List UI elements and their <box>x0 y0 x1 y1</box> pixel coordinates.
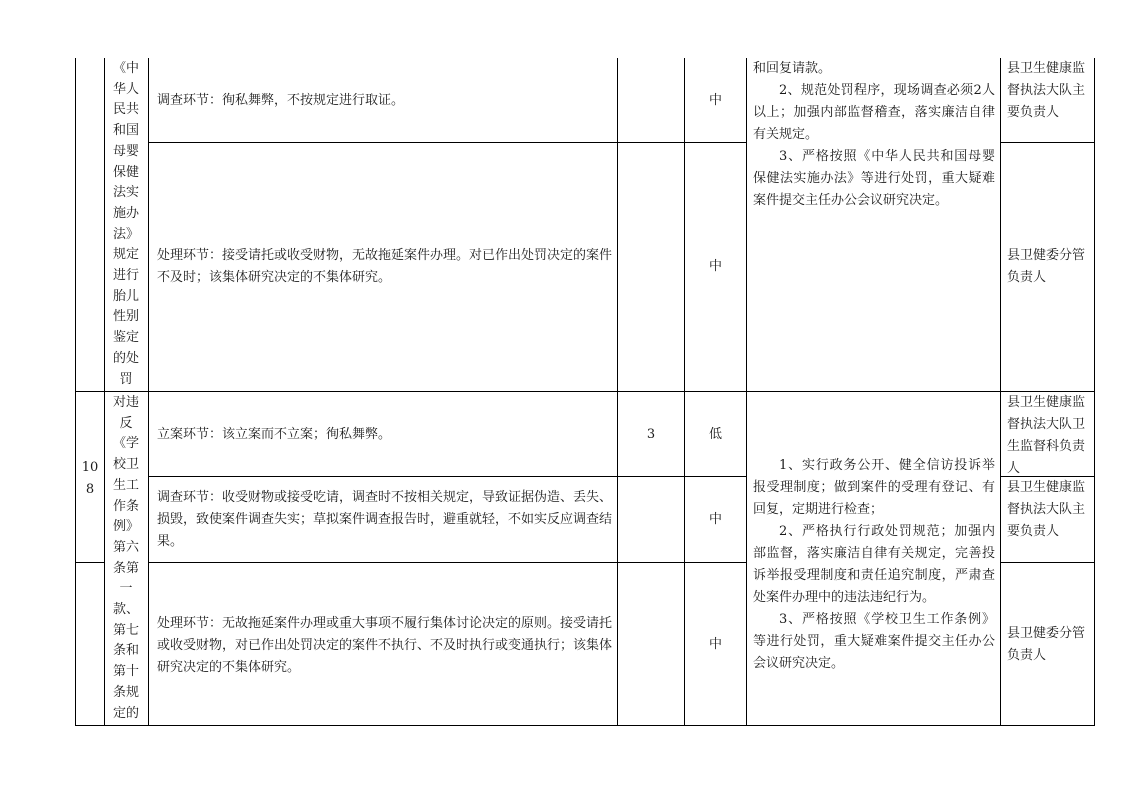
grid-line <box>148 476 747 477</box>
measure-item: 和回复请款。 <box>753 61 832 76</box>
description-cell: 处理环节：接受请托或收受财物，无故拖延案件办理。对已作出处罚决定的案件不及时；该集体研究决定的不集体研究。 <box>157 248 613 285</box>
frequency-cell: 3 <box>646 427 656 442</box>
measure-item: 2、规范处罚程序，现场调查必须2人以上；加强内部监督稽查，落实廉洁自律有关规定。 <box>753 83 995 142</box>
risk-level-cell: 中 <box>708 259 722 274</box>
grid-line <box>104 58 105 726</box>
grid-line <box>1000 142 1095 143</box>
measure-item: 1、实行政务公开、健全信访投诉举报受理制度；做到案件的受理有登记、有回复，定期进行检查； <box>753 458 995 517</box>
risk-level-cell: 低 <box>708 427 722 442</box>
measures-cell <box>753 455 995 675</box>
grid-line <box>746 58 747 726</box>
grid-line <box>1000 58 1001 726</box>
grid-line <box>75 391 1095 392</box>
grid-line <box>1094 58 1095 726</box>
grid-line <box>148 142 747 143</box>
measure-item: 3、严格按照《学校卫生工作条例》等进行处罚，重大疑难案件提交主任办公会议研究决定。 <box>753 612 995 671</box>
measures-cell <box>753 58 995 212</box>
row-number-cell: 108 <box>81 460 99 497</box>
responsible-cell: 县卫生健康监督执法大队卫生监督科负责人 <box>1007 395 1086 476</box>
grid-line <box>1000 562 1095 563</box>
description-cell: 处理环节：无故拖延案件办理或重大事项不履行集体讨论决定的原则。接受请托或收受财物，对已作出处罚决定的案件不执行、不及时执行或变通执行；该集体研究决定的不集体研究。 <box>157 616 613 675</box>
risk-level-cell: 中 <box>708 512 722 527</box>
description-cell: 调查环节：徇私舞弊，不按规定进行取证。 <box>157 93 405 108</box>
grid-line <box>684 58 685 726</box>
measure-item: 2、严格执行行政处罚规范；加强内部监督，落实廉洁自律有关规定，完善投诉举报受理制度和责任追究制度，严肃查处案件办理中的违法违纪行为。 <box>753 524 995 605</box>
grid-line <box>148 562 747 563</box>
item-name-cell: 《中华人民共和国母婴保健法实施办法》规定进行胎儿性别鉴定的处罚 <box>112 61 139 387</box>
risk-level-cell: 中 <box>708 93 722 108</box>
responsible-cell: 县卫生健康监督执法大队主要负责人 <box>1007 480 1086 539</box>
risk-level-cell: 中 <box>708 637 722 652</box>
responsible-cell: 县卫健委分管负责人 <box>1007 626 1086 663</box>
grid-line <box>75 562 105 563</box>
description-cell: 调查环节：收受财物或接受吃请，调查时不按相关规定，导致证据伪造、丢失、损毁，致使案件调查失实；草拟案件调查报告时，避重就轻，不如实反应调查结果。 <box>157 490 613 549</box>
grid-line <box>617 58 618 726</box>
responsible-cell: 县卫健委分管负责人 <box>1007 248 1086 285</box>
grid-line <box>75 58 76 726</box>
responsible-cell: 县卫生健康监督执法大队主要负责人 <box>1007 61 1086 120</box>
item-name-cell: 对违反《学校卫生工作条例》第六条第一款、第七条和第十条规定的 <box>112 395 139 721</box>
description-cell: 立案环节：该立案而不立案；徇私舞弊。 <box>157 427 392 442</box>
grid-line <box>75 725 1095 726</box>
measure-item: 3、严格按照《中华人民共和国母婴保健法实施办法》等进行处罚，重大疑难案件提交主任办公会议研究决定。 <box>753 149 995 208</box>
grid-line <box>148 58 149 726</box>
